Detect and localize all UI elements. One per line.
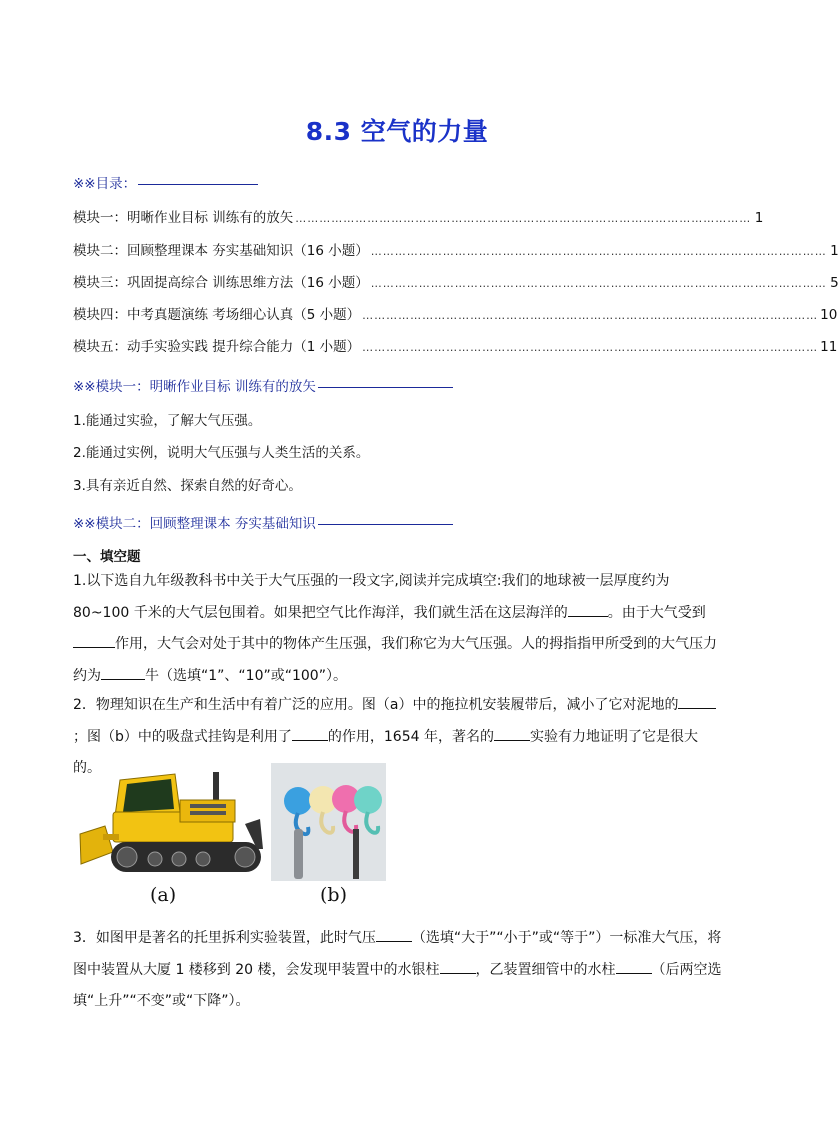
page-title: 8.3 空气的力量 [305,117,489,146]
divider [318,387,453,388]
answer-blank[interactable] [101,665,145,680]
answer-blank[interactable] [678,694,716,709]
answer-blank[interactable] [616,959,652,974]
leader-dots: …………………………………………………………………………………………………… [370,245,827,258]
toc-item[interactable]: 模块一：明晰作业目标 训练有的放矢 …………………………………………………………………………………………………… 1 [73,210,764,226]
answer-blank[interactable] [568,602,608,617]
module1-header: ※※模块一：明晰作业目标 训练有的放矢 [73,375,453,395]
leader-dots: …………………………………………………………………………………………………… [362,309,819,322]
answer-blank[interactable] [494,726,530,741]
toc-item[interactable]: 模块三：巩固提高综合 训练思维方法（16 小题） …………………………………………………………………………………………………… 5 [73,275,839,291]
question-3: 3．如图甲是著名的托里拆利实验装置，此时气压 （选填“大于”“小于”或“等于”）一标准大气压，将图中装置从大厦 1 楼移到 20 楼，会发现甲装置中的水银柱 ，乙装置细管中的水柱 （后两空选填“上升”“不变”或“下降”）。 [73,923,723,1018]
answer-blank[interactable] [292,726,328,741]
tractor-image [75,764,265,879]
section-heading: 一、填空题 [73,549,141,565]
answer-blank[interactable] [376,927,412,942]
toc-item[interactable]: 模块二：回顾整理课本 夯实基础知识（16 小题） …………………………………………………………………………………………………… 1 [73,243,839,259]
leader-dots: …………………………………………………………………………………………………… [362,341,819,354]
divider [318,524,453,525]
leader-dots: …………………………………………………………………………………………………… [370,277,827,290]
divider [138,184,258,185]
question-1: 1.以下选自九年级教科书中关于大气压强的一段文字,阅读并完成填空:我们的地球被一层厚度约为 80~100 千米的大气层包围着。如果把空气比作海洋，我们就生活在这层海洋的 。由于大气受到作用，大气会对处于其中的物体产生压强，我们称它为大气压强。人的拇指指甲所受到的大气压力约为 牛（选填“1”、“10”或“100”）。 [73,573,717,684]
goal-item: 3.具有亲近自然、探索自然的好奇心。 [73,478,302,494]
answer-blank[interactable] [73,633,115,648]
goal-item: 2.能通过实例，说明大气压强与人类生活的关系。 [73,445,370,461]
toc-header: ※※目录： [73,172,258,192]
question-2: 2．物理知识在生产和生活中有着广泛的应用。图（a）中的拖拉机安装履带后，减小了它对泥地的；图（b）中的吸盘式挂钩是利用了 的作用，1654 年，著名的 实验有力地证明了它是很大的。 [73,690,723,785]
toc-item[interactable]: 模块五：动手实验实践 提升综合能力（1 小题） …………………………………………………………………………………………………… 11 [73,339,838,355]
figure-caption-b: (b) [320,884,347,906]
toc-item[interactable]: 模块四：中考真题演练 考场细心认真（5 小题） …………………………………………………………………………………………………… 10 [73,307,838,323]
answer-blank[interactable] [440,959,476,974]
goal-item: 1.能通过实验，了解大气压强。 [73,413,262,429]
module2-header: ※※模块二：回顾整理课本 夯实基础知识 [73,512,453,532]
leader-dots: …………………………………………………………………………………………………… [295,212,752,225]
figure-caption-a: (a) [150,884,177,906]
suction-hooks-image [271,763,386,881]
